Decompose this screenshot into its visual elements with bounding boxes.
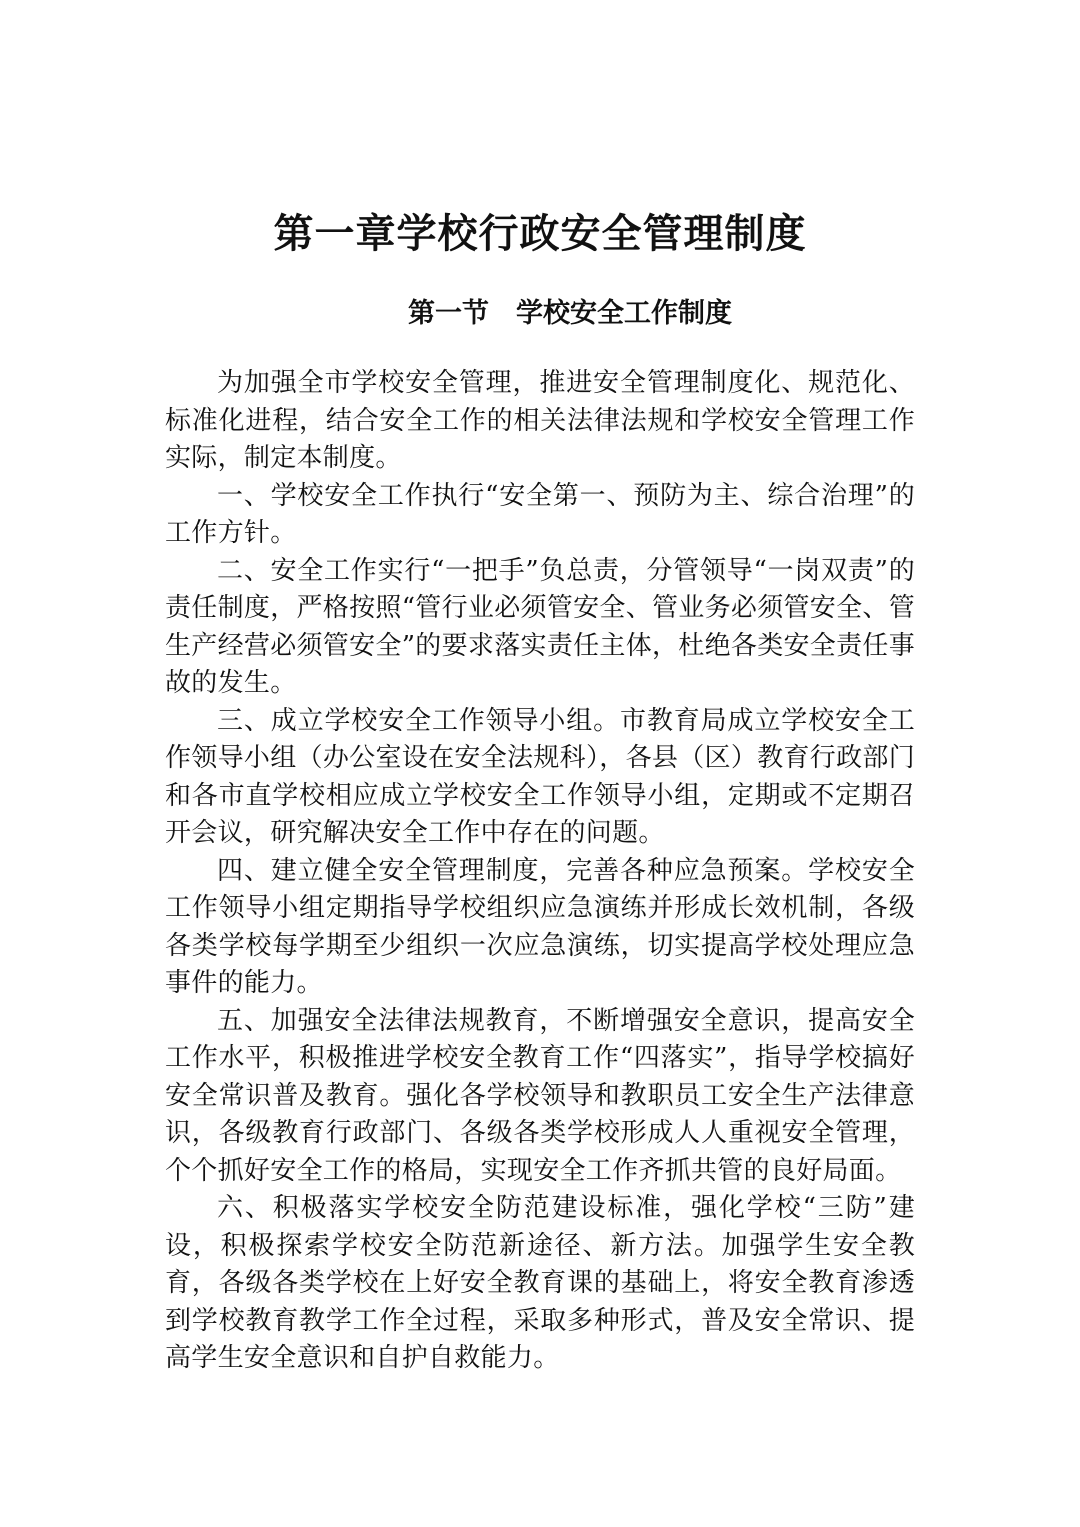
paragraph-intro: 为加强全市学校安全管理，推进安全管理制度化、规范化、标准化进程，结合安全工作的相关法律法规和学校安全管理工作实际，制定本制度。: [165, 368, 915, 473]
paragraph-item-1: 一、学校安全工作执行“安全第一、预防为主、综合治理”的工作方针。: [165, 480, 915, 548]
paragraph-item-6: 六、积极落实学校安全防范建设标准，强化学校“三防”建设，积极探索学校安全防范新途径、新方法。加强学生安全教育，各级各类学校在上好安全教育课的基础上，将安全教育渗透到学校教育教学工作全过程，采取多种形式，普及安全常识、提高学生安全意识和自护自救能力。: [165, 1193, 915, 1373]
paragraph-item-3: 三、成立学校安全工作领导小组。市教育局成立学校安全工作领导小组（办公室设在安全法规科），各县（区）教育行政部门和各市直学校相应成立学校安全工作领导小组，定期或不定期召开会议，研究解决安全工作中存在的问题。: [165, 705, 915, 848]
body-text: [165, 365, 915, 1378]
paragraph-item-4: 四、建立健全安全管理制度，完善各种应急预案。学校安全工作领导小组定期指导学校组织应急演练并形成长效机制，各级各类学校每学期至少组织一次应急演练，切实提高学校处理应急事件的能力。: [165, 855, 915, 998]
section-title: 第一节 学校安全工作制度: [408, 298, 732, 329]
paragraph-item-5: 五、加强安全法律法规教育，不断增强安全意识，提高安全工作水平，积极推进学校安全教育工作“四落实”，指导学校搞好安全常识普及教育。强化各学校领导和教职员工安全生产法律意识，各级教育行政部门、各级各类学校形成人人重视安全管理，个个抓好安全工作的格局，实现安全工作齐抓共管的良好局面。: [165, 1005, 915, 1186]
paragraph-item-2: 二、安全工作实行“一把手”负总责，分管领导“一岗双责”的责任制度，严格按照“管行业必须管安全、管业务必须管安全、管生产经营必须管安全”的要求落实责任主体，杜绝各类安全责任事故的发生。: [165, 555, 915, 698]
chapter-title: 第一章学校行政安全管理制度: [273, 210, 807, 257]
